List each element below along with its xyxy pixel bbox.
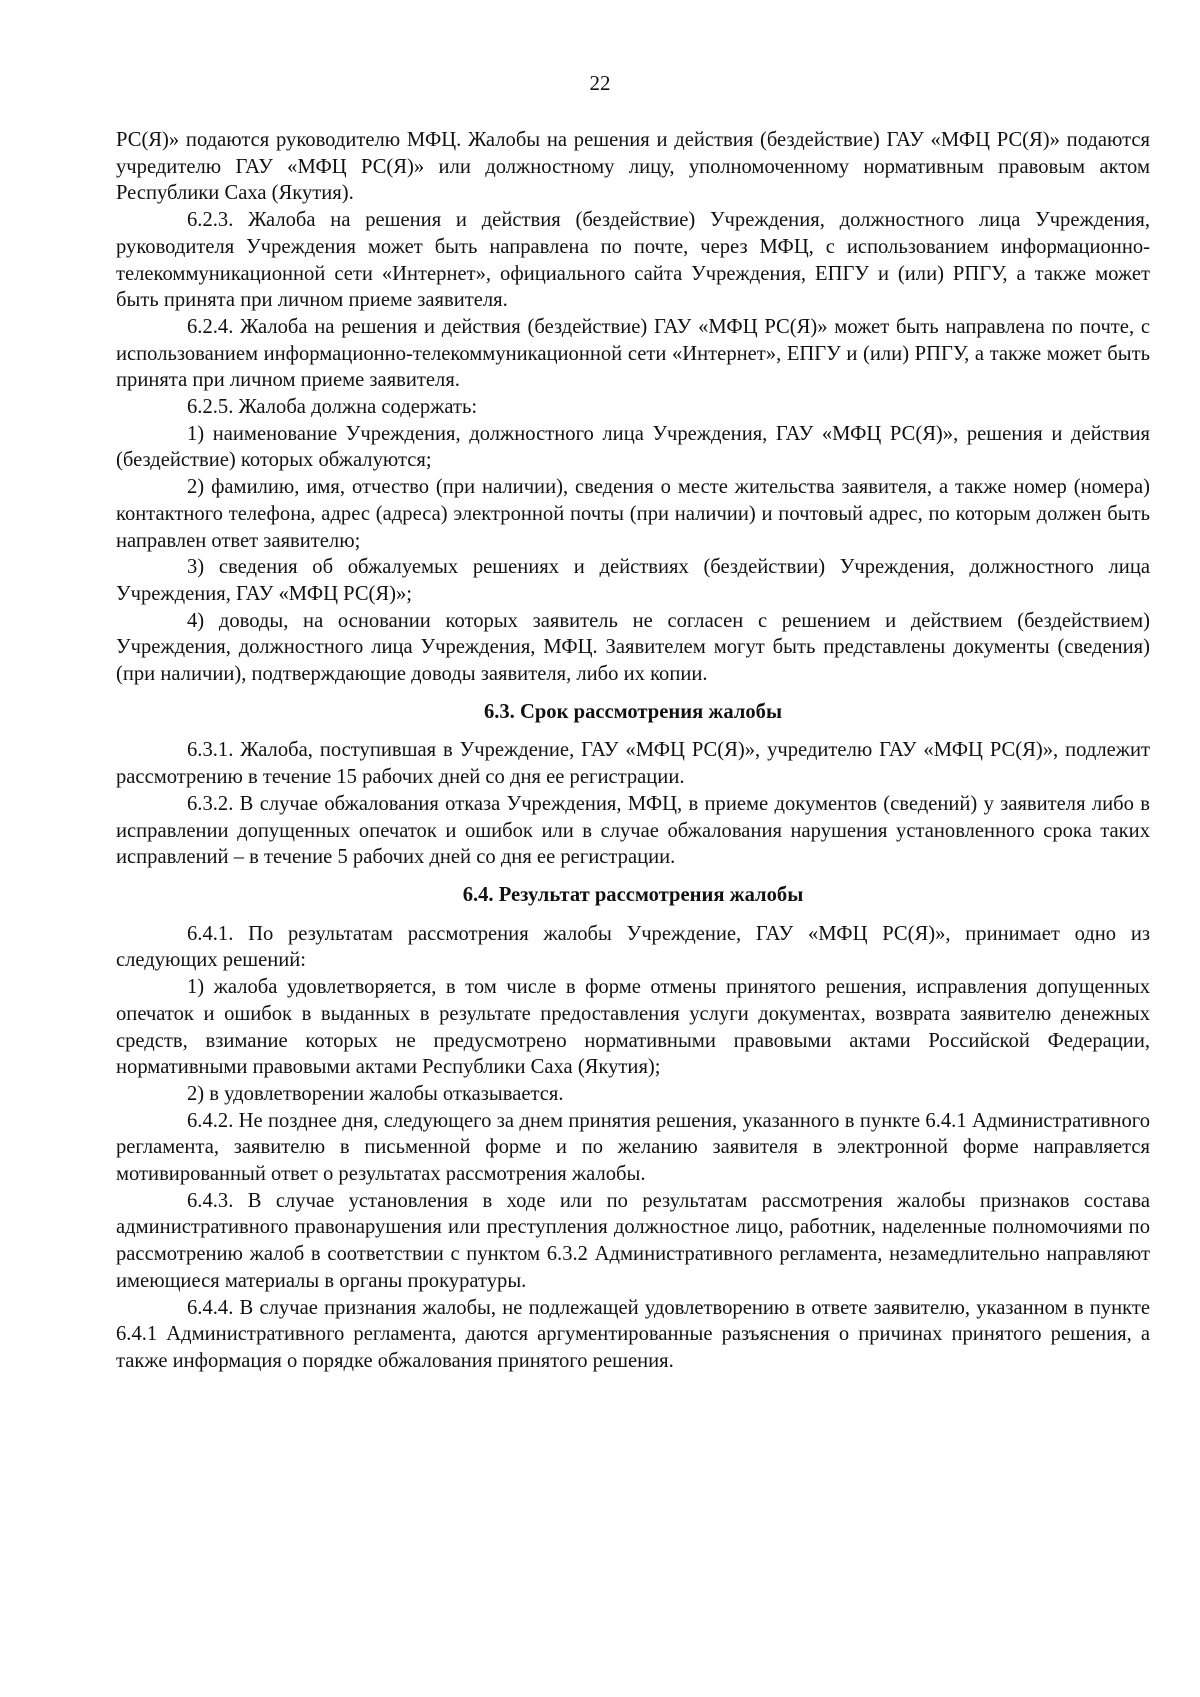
- paragraph-6-4-3: 6.4.3. В случае установления в ходе или по результатам рассмотрения жалобы признаков состава административного правонарушения или преступления должностное лицо, работник, наделенные полномочиями по рассмотрению жалоб в соответствии с пунктом 6.3.2 Административного регламента, незамедлительно направляют имеющиеся материалы в органы прокуратуры.: [116, 1189, 1150, 1292]
- page-number: 22: [589, 71, 611, 95]
- section-heading-6-3: 6.3. Срок рассмотрения жалобы: [483, 700, 783, 723]
- decision-item-1: 1) жалоба удовлетворяется, в том числе в форме отмены принятого решения, исправления допущенных опечаток и ошибок в выданных в результате предоставления услуги документах, возврата заявителю денежных средств, взимание которых не предусмотрено нормативными правовыми актами Российской Федерации, нормативными правовыми актами Республики Саха (Якутия);: [116, 976, 1150, 1079]
- decision-item-2: 2) в удовлетворении жалобы отказывается.: [187, 1082, 564, 1105]
- list-item-3: 3) сведения об обжалуемых решениях и действиях (бездействии) Учреждения, должностного лица Учреждения, ГАУ «МФЦ РС(Я)»;: [116, 556, 1150, 605]
- paragraph-6-2-5: 6.2.5. Жалоба должна содержать:: [187, 396, 478, 419]
- paragraph-6-3-1: 6.3.1. Жалоба, поступившая в Учреждение, ГАУ «МФЦ РС(Я)», учредителю ГАУ «МФЦ РС(Я)», подлежит рассмотрению в течение 15 рабочих дней со дня ее регистрации.: [116, 739, 1150, 789]
- paragraph-6-2-4: 6.2.4. Жалоба на решения и действия (бездействие) ГАУ «МФЦ РС(Я)» может быть направлена по почте, с использованием информационно-телекоммуникационной сети «Интернет», ЕПГУ и (или) РПГУ, а также может быть принята при личном приеме заявителя.: [116, 315, 1150, 392]
- paragraph-6-4-4: 6.4.4. В случае признания жалобы, не подлежащей удовлетворению в ответе заявителю, указанном в пункте 6.4.1 Административного регламента, даются аргументированные разъяснения о причинах принятого решения, а также информация о порядке обжалования принятого решения.: [116, 1296, 1150, 1372]
- paragraph-6-2-3: 6.2.3. Жалоба на решения и действия (бездействие) Учреждения, должностного лица Учреждения, руководителя Учреждения может быть направлена по почте, через МФЦ, с использованием информационно-телекоммуникационной сети «Интернет», официального сайта Учреждения, ЕПГУ и (или) РПГУ, а также может быть принята при личном приеме заявителя.: [116, 209, 1150, 312]
- list-item-1: 1) наименование Учреждения, должностного лица Учреждения, ГАУ «МФЦ РС(Я)», решения и действия (бездействие) которых обжалуются;: [116, 422, 1150, 472]
- paragraph-6-3-2: 6.3.2. В случае обжалования отказа Учреждения, МФЦ, в приеме документов (сведений) у заявителя либо в исправлении допущенных опечаток и ошибок или в случае обжалования нарушения установленного срока таких исправлений – в течение 5 рабочих дней со дня ее регистрации.: [116, 792, 1150, 869]
- paragraph-6-4-1: 6.4.1. По результатам рассмотрения жалобы Учреждение, ГАУ «МФЦ РС(Я)», принимает одно из следующих решений:: [116, 922, 1150, 972]
- list-item-2: 2) фамилию, имя, отчество (при наличии), сведения о месте жительства заявителя, а также номер (номера) контактного телефона, адрес (адреса) электронной почты (при наличии) и почтовый адрес, по которым должен быть направлен ответ заявителю;: [116, 476, 1150, 552]
- document-body: [116, 127, 1150, 1375]
- section-heading-6-4: 6.4. Результат рассмотрения жалобы: [462, 883, 804, 906]
- paragraph-6-4-2: 6.4.2. Не позднее дня, следующего за днем принятия решения, указанного в пункте 6.4.1 Административного регламента, заявителю в письменной форме и по желанию заявителя в электронной форме направляется мотивированный ответ о результатах рассмотрения жалобы.: [116, 1109, 1150, 1186]
- paragraph-continuation: РС(Я)» подаются руководителю МФЦ. Жалобы на решения и действия (бездействие) ГАУ «МФЦ РС(Я)» подаются учредителю ГАУ «МФЦ РС(Я)» или должностному лицу, уполномоченному нормативным правовым актом Республики Саха (Якутия).: [116, 129, 1150, 205]
- list-item-4: 4) доводы, на основании которых заявитель не согласен с решением и действием (бездействием) Учреждения, должностного лица Учреждения, МФЦ. Заявителем могут быть представлены документы (сведения) (при наличии), подтверждающие доводы заявителя, либо их копии.: [116, 609, 1150, 686]
